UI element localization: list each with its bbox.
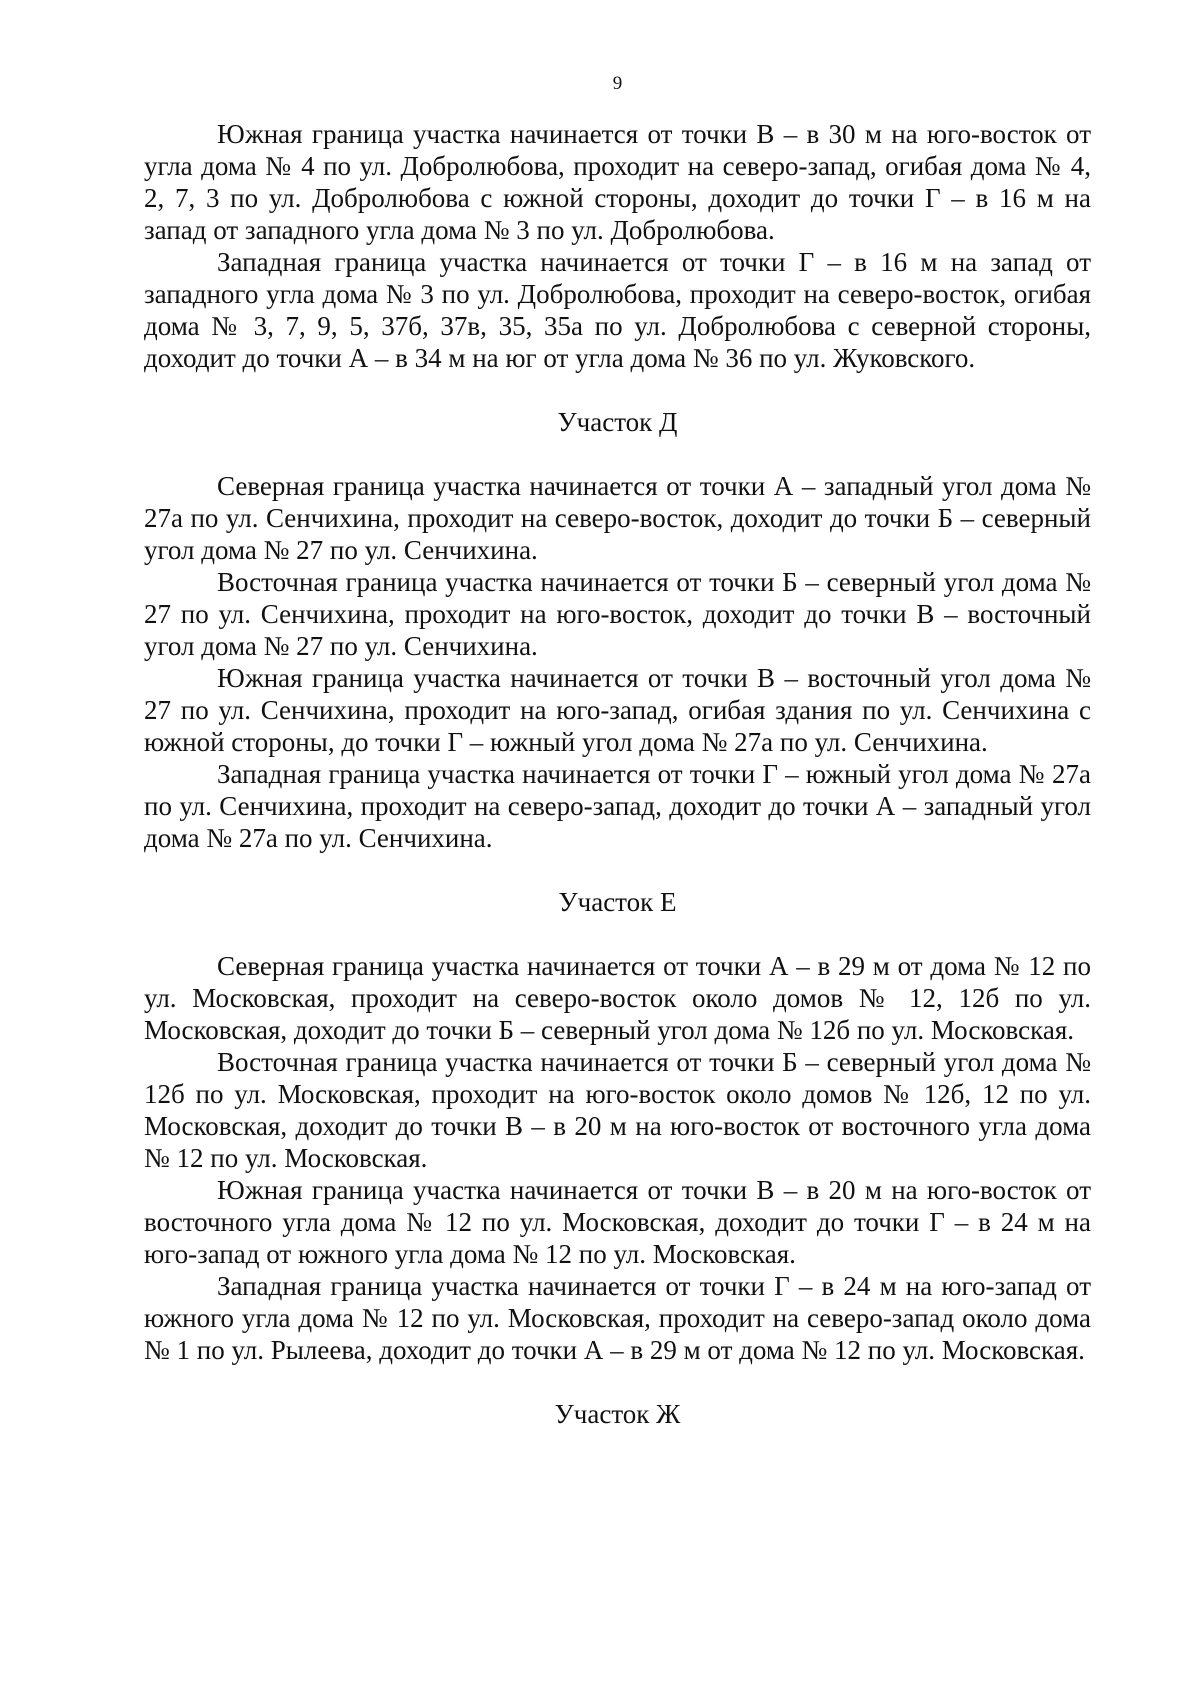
paragraph-d-north: Северная граница участка начинается от точки А – западный угол дома № 27а по ул. Сенчихина, проходит на северо-восток, доходит до точки Б – северный угол дома № 27 по ул. Сенчихина. (144, 471, 1091, 565)
page-number: 9 (612, 73, 623, 94)
section-heading-e: Участок Е (558, 887, 677, 917)
paragraph-e-south: Южная граница участка начинается от точки В – в 20 м на юго-восток от восточного угла дома № 12 по ул. Московская, доходит до точки Г – в 24 м на юго-запад от южного угла дома № 12 по ул. Московская. (144, 1175, 1091, 1269)
section-heading-zh: Участок Ж (554, 1399, 681, 1429)
paragraph-south-boundary: Южная граница участка начинается от точки В – в 30 м на юго-восток от угла дома № 4 по ул. Добролюбова, проходит на северо-запад, огибая дома № 4, 2, 7, 3 по ул. Добролюбова с южной стороны, доходит до точки Г – в 16 м на запад от западного угла дома № 3 по ул. Добролюбова. (144, 119, 1091, 245)
paragraph-e-west: Западная граница участка начинается от точки Г – в 24 м на юго-запад от южного угла дома № 12 по ул. Московская, проходит на северо-запад около дома № 1 по ул. Рылеева, доходит до точки А – в 29 м от дома № 12 по ул. Московская. (144, 1271, 1091, 1365)
document-page (144, 0, 1091, 1698)
paragraph-e-east: Восточная граница участка начинается от точки Б – северный угол дома № 12б по ул. Московская, проходит на юго-восток около домов № 12б, 12 по ул. Московская, доходит до точки В – в 20 м на юго-восток от восточного угла дома № 12 по ул. Московская. (144, 1047, 1091, 1173)
paragraph-d-east: Восточная граница участка начинается от точки Б – северный угол дома № 27 по ул. Сенчихина, проходит на юго-восток, доходит до точки В – восточный угол дома № 27 по ул. Сенчихина. (144, 567, 1091, 661)
document-body (144, 118, 1091, 1430)
paragraph-west-boundary: Западная граница участка начинается от точки Г – в 16 м на запад от западного угла дома № 3 по ул. Добролюбова, проходит на северо-восток, огибая дома № 3, 7, 9, 5, 37б, 37в, 35, 35а по ул. Добролюбова с северной стороны, доходит до точки А – в 34 м на юг от угла дома № 36 по ул. Жуковского. (144, 247, 1091, 373)
paragraph-d-south: Южная граница участка начинается от точки В – восточный угол дома № 27 по ул. Сенчихина, проходит на юго-запад, огибая здания по ул. Сенчихина с южной стороны, до точки Г – южный угол дома № 27а по ул. Сенчихина. (144, 663, 1091, 757)
paragraph-d-west: Западная граница участка начинается от точки Г – южный угол дома № 27а по ул. Сенчихина, проходит на северо-запад, доходит до точки А – западный угол дома № 27а по ул. Сенчихина. (144, 759, 1091, 853)
paragraph-e-north: Северная граница участка начинается от точки А – в 29 м от дома № 12 по ул. Московская, проходит на северо-восток около домов № 12, 12б по ул. Московская, доходит до точки Б – северный угол дома № 12б по ул. Московская. (144, 951, 1091, 1045)
section-heading-d: Участок Д (557, 407, 678, 437)
